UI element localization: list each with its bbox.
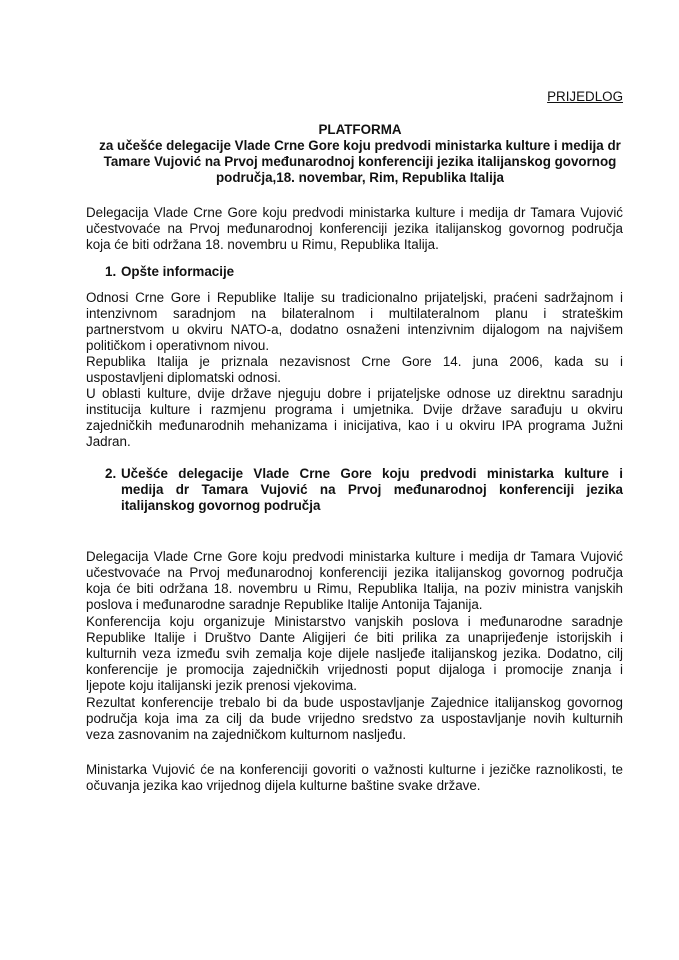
- section-2-paragraph: [86, 695, 623, 743]
- title-line: za učešće delegacije Vlade Crne Gore koju predvodi ministarka kulture i medija dr: [99, 138, 621, 153]
- text-line: intenzivnom saradnjom na bilateralnom i multilateralnom planu i strateškim: [86, 306, 623, 321]
- text-line: kulturnih veza između svih zemalja koje dijele nasljeđe italijanskog jezika. Dodatno, cilj: [86, 646, 623, 661]
- text-line: političkom i operativnom nivou.: [86, 338, 270, 353]
- title-line: područja,18. novembar, Rim, Republika Italija: [216, 170, 504, 185]
- document-label: PRIJEDLOG: [547, 89, 623, 104]
- text-line: italijanskog govornog područja: [121, 498, 321, 513]
- text-line: Konferencija koju organizuje Ministarstvo vanjskih poslova i međunarodne saradnje: [86, 614, 623, 629]
- text-line: Rezultat konferencije trebalo bi da bude uspostavljanje Zajednice italijanskog govornog: [86, 695, 623, 710]
- text-line: očuvanja jezika kao vrijednog dijela kulturne baštine svake države.: [86, 778, 481, 793]
- text-line: medija dr Tamara Vujović na Prvoj međunarodnoj konferenciji jezika: [121, 482, 623, 497]
- title-heading: PLATFORMA: [318, 122, 402, 137]
- text-line: područja koja ima za cilj da bude vrijedno sredstvo za uspostavljanje novih kulturnih: [86, 711, 623, 726]
- text-line: Učešće delegacije Vlade Crne Gore koju predvodi ministarka kulture i: [121, 466, 623, 481]
- text-line: Ministarka Vujović će na konferenciji govoriti o važnosti kulturne i jezičke raznolikosti, te: [86, 762, 623, 777]
- text-line: učestvovaće na Prvoj međunarodnoj konferenciji jezika italijanskog govornog područja: [86, 221, 623, 236]
- document-title: [70, 122, 650, 186]
- section-title: [121, 466, 623, 514]
- text-line: poslova i međunarodne saradnje Republike Italije Antonija Tajanija.: [86, 597, 483, 612]
- section-2-paragraph: [86, 614, 623, 694]
- text-line: Republika Italija je priznala nezavisnost Crne Gore 14. juna 2006, kada su i: [86, 354, 623, 369]
- section-1-paragraph: [86, 354, 623, 386]
- text-line: Opšte informacije: [121, 264, 235, 279]
- text-line: koja će biti održana 18. novembru u Rimu, Republika Italija.: [86, 237, 439, 252]
- text-line: konferencije je promocija zajedničkih vrijednosti poput dijaloga i promocije znanja i: [86, 662, 623, 677]
- text-line: Jadran.: [86, 434, 131, 449]
- text-line: zajedničkih međunarodnih mehanizama i inicijativa, kao i u okviru IPA programa Južni: [86, 418, 623, 433]
- text-line: veza zasnovanim na zajedničkom kulturnom nasljeđu.: [86, 727, 407, 742]
- text-line: uspostavljeni diplomatski odnosi.: [86, 370, 282, 385]
- title-line: Tamare Vujović na Prvoj međunarodnoj konferenciji jezika italijanskog govornog: [103, 154, 617, 169]
- section-title: [121, 264, 623, 280]
- text-line: ljepote koju italijanski jezik prenosi vjekovima.: [86, 678, 357, 693]
- text-line: Odnosi Crne Gore i Republike Italije su tradicionalno prijateljski, praćeni sadržajnom i: [86, 290, 623, 305]
- section-2-heading: [105, 466, 623, 514]
- text-line: partnerstvom u okviru NATO-a, dodatno osnaženi intenzivnim dijalogom na najvišem: [86, 322, 623, 337]
- text-line: U oblasti kulture, dvije države njeguju dobre i prijateljske odnose uz direktnu saradnju: [86, 386, 623, 401]
- text-line: koja će biti održana 18. novembru u Rimu, Republika Italija, na poziv ministra vanjskih: [86, 581, 623, 596]
- section-1-paragraph: [86, 290, 623, 354]
- text-line: Delegacija Vlade Crne Gore koju predvodi ministarka kulture i medija dr Tamara Vujović: [86, 205, 623, 220]
- text-line: učestvovaće na Prvoj međunarodnoj konferenciji jezika italijanskog govornog područja: [86, 565, 623, 580]
- section-2-paragraph: [86, 549, 623, 613]
- section-number: 1.: [105, 264, 117, 279]
- text-line: institucija kulture i razmjenu programa i umjetnika. Dvije države sarađuju u okviru: [86, 402, 623, 417]
- section-1-heading: [105, 264, 623, 280]
- section-2-paragraph: [86, 762, 623, 794]
- text-line: Delegacija Vlade Crne Gore koju predvodi ministarka kulture i medija dr Tamara Vujović: [86, 549, 623, 564]
- text-line: Republike Italije i Društvo Dante Aligijeri će biti prilika za unaprijeđenje istorijskih i: [86, 630, 623, 645]
- intro-paragraph: [86, 205, 623, 253]
- section-1-paragraph: [86, 386, 623, 450]
- section-number: 2.: [105, 466, 117, 481]
